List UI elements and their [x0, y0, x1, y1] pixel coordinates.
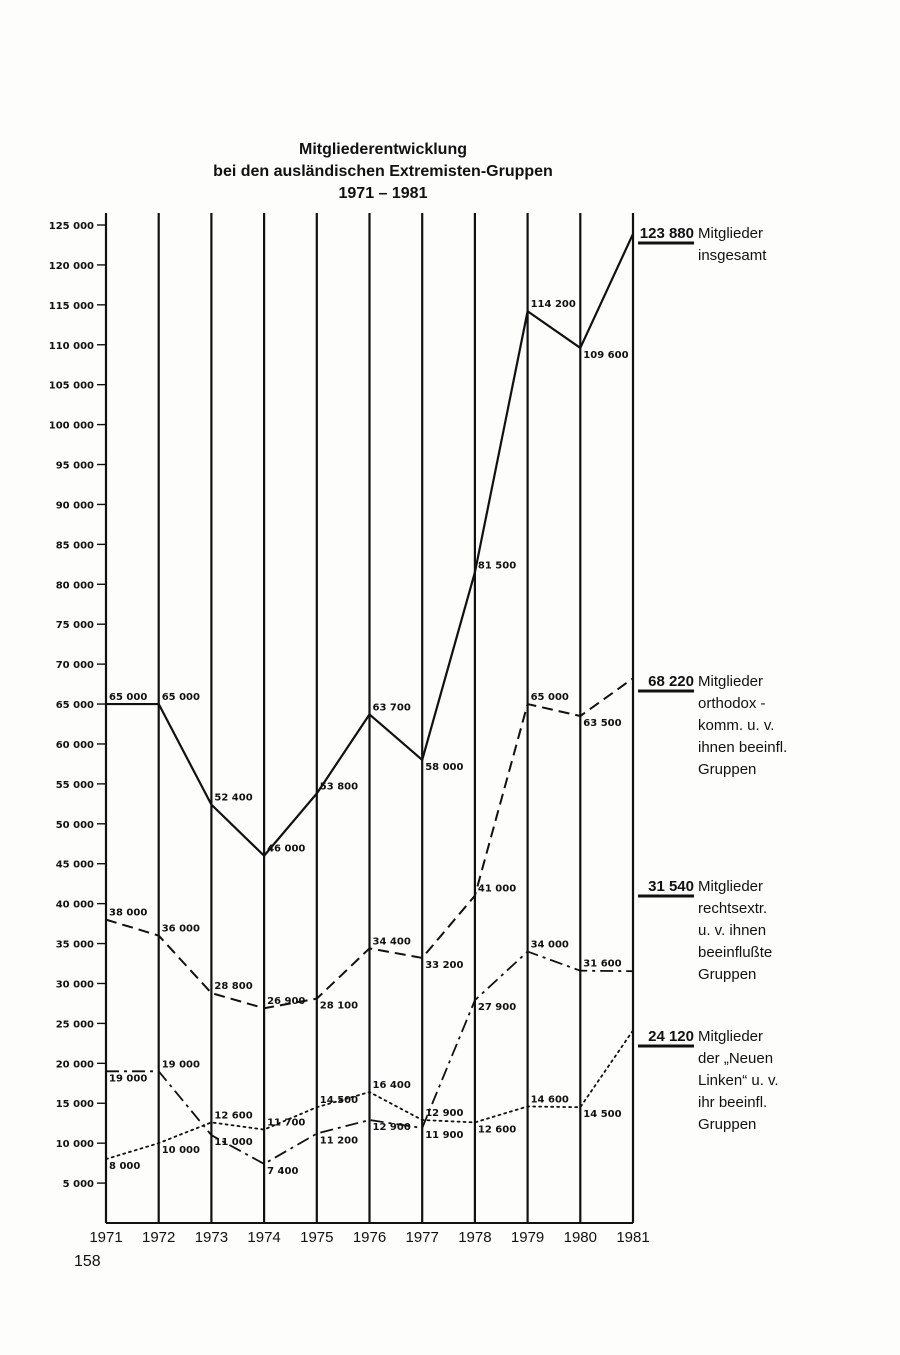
series-end-value: 123 880: [639, 225, 694, 242]
legend-entry-text: Gruppen: [698, 761, 757, 778]
chart-title-line-1: Mitgliederentwicklung: [298, 141, 468, 158]
data-label: 26 900: [267, 996, 306, 1008]
data-label: 11 900: [425, 1129, 464, 1141]
legend-entry-text: insgesamt: [698, 247, 767, 264]
y-tick-label: 45 000: [55, 859, 94, 871]
y-tick-label: 25 000: [55, 1019, 94, 1031]
x-axis: [89, 1229, 649, 1246]
legend-entry-text: Gruppen: [698, 966, 757, 983]
data-label: 36 000: [161, 923, 200, 935]
x-tick-label: 1981: [616, 1229, 650, 1246]
x-tick-label: 1974: [247, 1229, 281, 1246]
data-label: 28 800: [214, 981, 253, 993]
chart-title-line-3: 1971 – 1981: [338, 185, 428, 202]
y-tick-label: 95 000: [55, 460, 94, 472]
y-tick-label: 75 000: [55, 620, 94, 632]
series-end-value: 68 220: [648, 673, 694, 690]
data-label: 7 400: [267, 1165, 299, 1177]
y-tick-label: 40 000: [55, 899, 94, 911]
y-tick-label: 115 000: [48, 300, 94, 312]
y-tick-label: 90 000: [55, 500, 94, 512]
legend-entry-text: ihr beeinfl.: [698, 1094, 768, 1111]
data-label: 14 500: [319, 1095, 359, 1107]
y-tick-label: 55 000: [55, 779, 94, 791]
x-tick-label: 1978: [458, 1229, 492, 1246]
y-tick-label: 125 000: [48, 221, 94, 232]
y-tick-label: 20 000: [55, 1059, 94, 1071]
legend-entry-text: Mitglieder: [698, 878, 764, 895]
y-tick-label: 15 000: [55, 1099, 94, 1111]
x-tick-label: 1973: [194, 1229, 229, 1246]
data-label: 16 400: [372, 1080, 411, 1092]
data-label: 46 000: [267, 843, 306, 855]
data-label: 109 600: [583, 349, 629, 361]
legend-entry-text: Mitglieder: [698, 225, 764, 242]
x-tick-label: 1972: [142, 1229, 176, 1246]
data-label: 65 000: [161, 692, 200, 704]
y-tick-label: 65 000: [55, 700, 94, 712]
legend-entry-text: Linken“ u. v.: [698, 1072, 779, 1089]
data-label: 11 200: [319, 1135, 359, 1147]
data-label: 65 000: [530, 692, 569, 704]
data-label: 12 900: [372, 1122, 411, 1134]
data-label: 58 000: [425, 761, 464, 773]
y-tick-label: 105 000: [48, 380, 94, 392]
year-gridlines: [106, 213, 633, 1223]
legend-entry-text: orthodox -: [698, 695, 766, 712]
data-label: 114 200: [530, 299, 576, 311]
data-label: 31 600: [583, 958, 622, 970]
y-tick-label: 5 000: [62, 1179, 94, 1191]
data-label: 12 600: [214, 1110, 253, 1122]
y-tick-label: 30 000: [55, 979, 94, 991]
data-label: 11 000: [214, 1137, 253, 1149]
page-number: 158: [74, 1253, 101, 1270]
legend-entry-text: Mitglieder: [698, 1028, 764, 1045]
data-label: 10 000: [161, 1145, 200, 1157]
data-label: 27 900: [477, 1002, 517, 1014]
legend-entry-text: der „Neuen: [698, 1050, 774, 1067]
data-label: 41 000: [477, 883, 517, 895]
y-tick-label: 85 000: [55, 540, 94, 552]
data-label: 12 900: [425, 1108, 464, 1120]
y-tick-label: 100 000: [48, 420, 94, 432]
series-end-value: 24 120: [648, 1028, 694, 1045]
chart-title: [213, 141, 553, 202]
data-label: 28 100: [319, 1000, 359, 1012]
series-end-value: 31 540: [648, 878, 694, 895]
data-label: 81 500: [477, 560, 517, 572]
y-tick-label: 10 000: [55, 1139, 94, 1151]
x-tick-label: 1975: [300, 1229, 334, 1246]
data-label: 63 700: [372, 702, 411, 714]
y-tick-label: 50 000: [55, 819, 94, 831]
data-label: 12 600: [477, 1124, 517, 1136]
data-label: 33 200: [425, 959, 464, 971]
data-label: 38 000: [109, 907, 148, 919]
data-label: 14 600: [530, 1094, 569, 1106]
x-tick-label: 1976: [352, 1229, 387, 1246]
data-label: 8 000: [109, 1161, 141, 1173]
y-tick-label: 60 000: [55, 739, 94, 751]
data-label: 52 400: [214, 792, 253, 804]
legend-entry-text: Gruppen: [698, 1116, 757, 1133]
data-label: 14 500: [583, 1109, 622, 1121]
y-tick-label: 70 000: [55, 660, 94, 672]
data-label: 34 000: [530, 939, 569, 951]
y-tick-label: 110 000: [48, 340, 94, 352]
data-label: 19 000: [161, 1059, 200, 1071]
x-tick-label: 1979: [510, 1229, 545, 1246]
x-tick-label: 1971: [89, 1229, 123, 1246]
data-label: 63 500: [583, 718, 622, 730]
legend-entry-text: u. v. ihnen: [698, 922, 767, 939]
y-tick-label: 80 000: [55, 580, 94, 592]
x-tick-label: 1980: [563, 1229, 597, 1246]
legend-entry-text: beeinflußte: [698, 944, 773, 961]
data-label: 34 400: [372, 936, 411, 948]
data-label: 65 000: [109, 692, 148, 704]
chart-title-line-2: bei den ausländischen Extremisten-Gruppen: [213, 163, 553, 180]
y-tick-label: 35 000: [55, 939, 94, 951]
legend-entry-text: Mitglieder: [698, 673, 764, 690]
legend-entry-text: komm. u. v.: [698, 717, 775, 734]
legend: [638, 225, 787, 1133]
data-label: 11 700: [267, 1117, 306, 1129]
data-label: 53 800: [319, 781, 359, 793]
y-tick-label: 120 000: [48, 260, 94, 272]
y-axis: [49, 221, 106, 1190]
legend-entry-text: ihnen beeinfl.: [698, 739, 788, 756]
legend-entry-text: rechtsextr.: [698, 900, 768, 917]
x-tick-label: 1977: [405, 1229, 439, 1246]
data-label: 19 000: [109, 1073, 148, 1085]
